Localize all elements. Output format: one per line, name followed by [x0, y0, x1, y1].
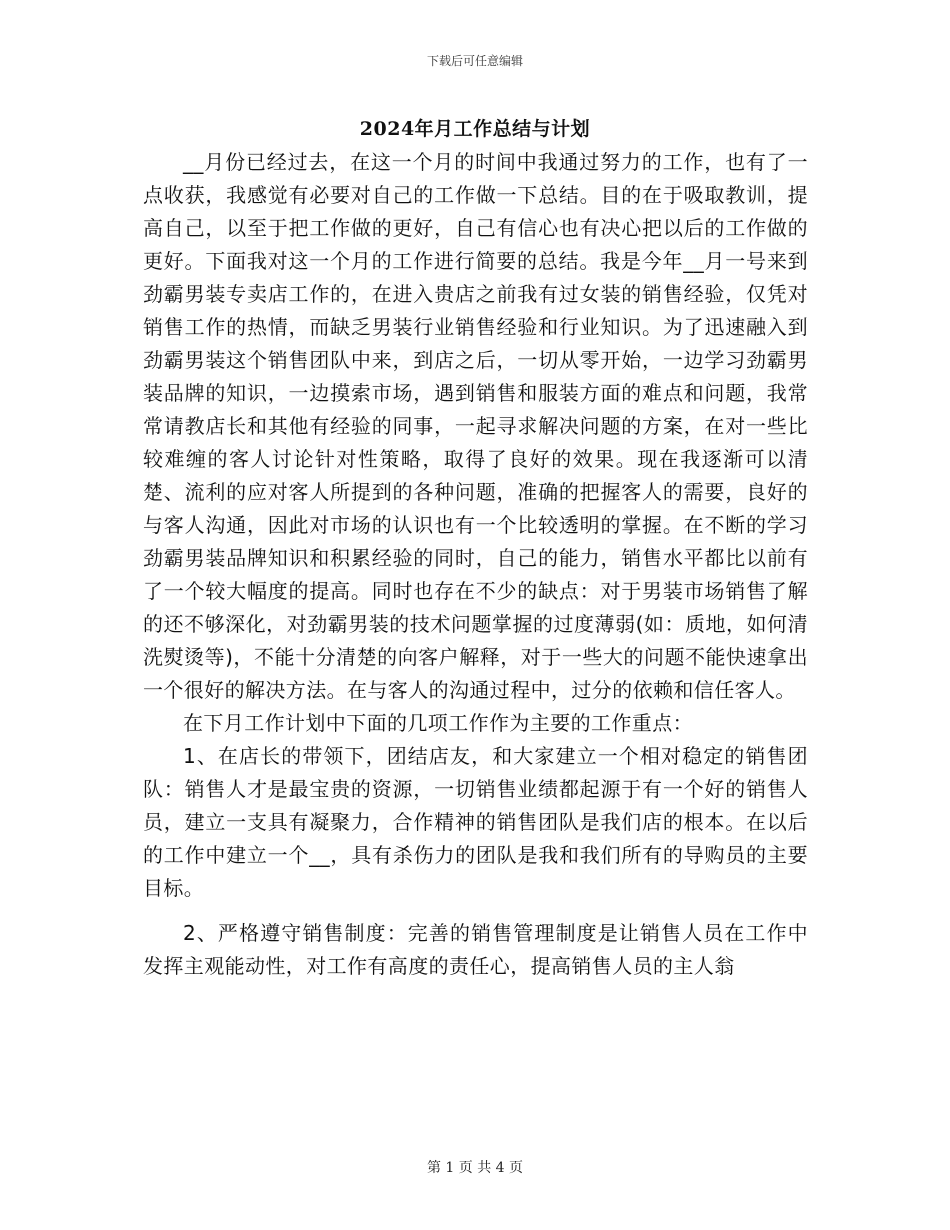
paragraph-plan-item-1: 1、在店长的带领下，团结店友，和大家建立一个相对稳定的销售团队：销售人才是最宝贵的资源，一切销售业绩都起源于有一个好的销售人员，建立一支具有凝聚力，合作精神的销售团队是我们店的根本。在以后的工作中建立一个__，具有杀伤力的团队是我和我们所有的导购员的主要目标。 [143, 744, 808, 900]
paragraph-plan-item-2: 2、严格遵守销售制度：完善的销售管理制度是让销售人员在工作中发挥主观能动性，对工作有高度的责任心，提高销售人员的主人翁 [143, 921, 808, 978]
page-footer: 第 1 页 共 4 页 [426, 1160, 524, 1176]
header-note: 下载后可任意编辑 [426, 54, 523, 68]
paragraph-summary: __月份已经过去，在这一个月的时间中我通过努力的工作，也有了一点收获，我感觉有必要对自己的工作做一下总结。目的在于吸取教训，提高自己，以至于把工作做的更好，自己有信心也有决心把以后的工作做的更好。下面我对这一个月的工作进行简要的总结。我是今年__月一号来到劲霸男装专卖店工作的，在进入贵店之前我有过女装的销售经验，仅凭对销售工作的热情，而缺乏男装行业销售经验和行业知识。为了迅速融入到劲霸男装这个销售团队中来，到店之后，一切从零开始，一边学习劲霸男装品牌的知识，一边摸索市场，遇到销售和服装方面的难点和问题，我常常请教店长和其他有经验的同事，一起寻求解决问题的方案，在对一些比较难缠的客人讨论针对性策略，取得了良好的效果。现在我逐渐可以清楚、流利的应对客人所提到的各种问题，准确的把握客人的需要，良好的与客人沟通，因此对市场的认识也有一个比较透明的掌握。在不断的学习劲霸男装品牌知识和积累经验的同时，自己的能力，销售水平都比以前有了一个较大幅度的提高。同时也存在不少的缺点：对于男装市场销售了解的还不够深化，对劲霸男装的技术问题掌握的过度薄弱(如：质地，如何清洗熨烫等)，不能十分清楚的向客户解释，对于一些大的问题不能快速拿出一个很好的解决方法。在与客人的沟通过程中，过分的依赖和信任客人。 [143, 150, 808, 702]
document-title: 2024年月工作总结与计划 [359, 118, 591, 140]
document-body [143, 146, 808, 983]
paragraph-plan-intro: 在下月工作计划中下面的几项工作作为主要的工作重点： [183, 711, 693, 735]
